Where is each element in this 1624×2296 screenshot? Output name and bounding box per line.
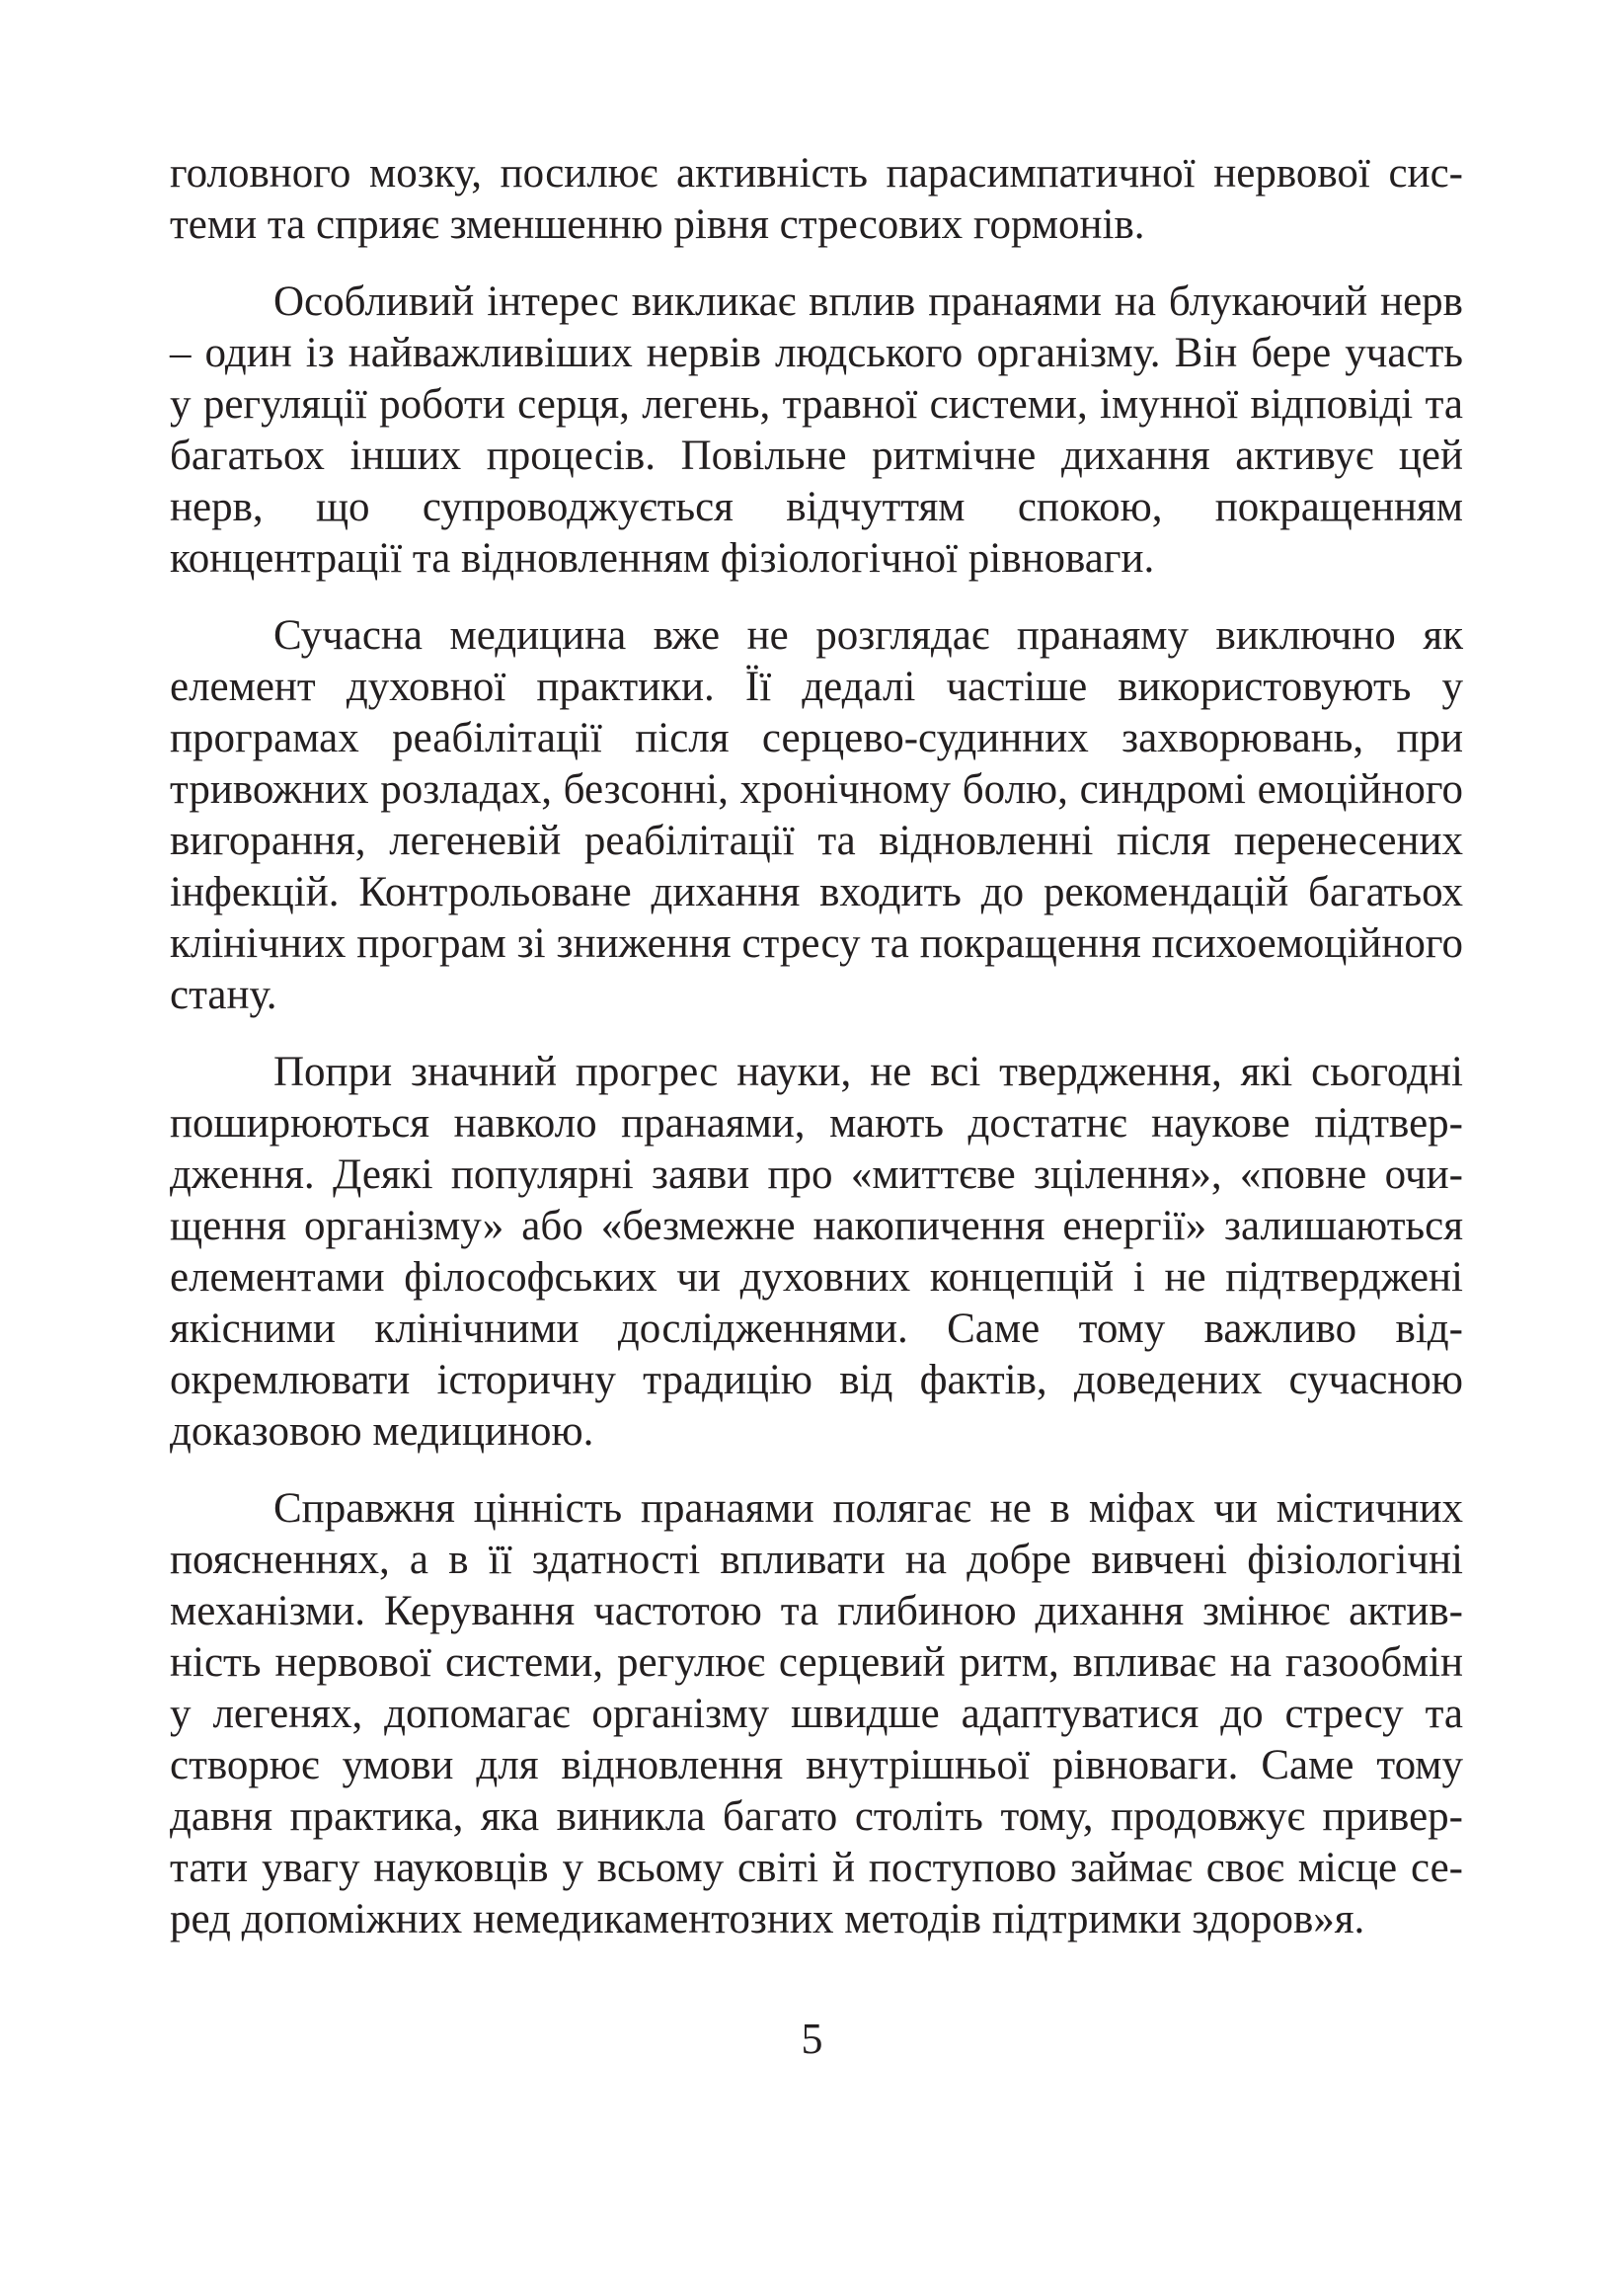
page-body (170, 148, 1463, 1971)
paragraph-modern-medicine: Сучасна медицина вже не розглядає пранаяму виключно як елемент духовної практики. Її дедалі частіше використовують у програмах реабілітації після серцево-судинних захворювань, при тривожних розладах, безсонні, хронічному болю, синдромі емоційного вигорання, легеневій реабілітації та відновленні після перенесених інфекцій. Контрольоване дихання входить до рекомендацій багатьох клінічних програм зі зниження стресу та покращення психоемоційного стану. (170, 612, 1463, 1018)
paragraph-vagus-nerve: Особливий інтерес викликає вплив пранаями на блукаючий нерв – один із найважливіших нервів людського організму. Він бере участь у регуляції роботи серця, легень, травної системи, імунної відповіді та багатьох інших процесів. Повільне ритмічне дихання активує цей нерв, що супроводжується відчуттям спокою, покращенням концентрації та відновленням фізіологічної рівноваги. (170, 278, 1463, 582)
paragraph-continued: головного мозку, посилює активність парасимпатичної нервової системи та сприяє зменшенню рівня стресових гормонів. (170, 150, 1463, 248)
page-number: 5 (801, 2015, 823, 2063)
paragraph-true-value: Справжня цінність пранаями полягає не в міфах чи містичних поясненнях, а в її здатності впливати на добре вивчені фізіологічні механізми. Керування частотою та глибиною дихання змінює активність нервової системи, регулює серцевий ритм, впливає на газообмін у легенях, допомагає організму швидше адаптуватися до стресу та створює умови для відновлення внутрішньої рівноваги. Саме тому давня практика, яка виникла багато століть тому, продовжує привертати увагу науковців у всьому світі й поступово займає своє місце серед допоміжних немедикаментозних методів підтримки здоров»я. (170, 1485, 1463, 1942)
paragraph-scientific-claims: Попри значний прогрес науки, не всі твердження, які сьогодні поширюються навколо пранаями, мають достатнє наукове підтвердження. Деякі популярні заяви про «миттєве зцілення», «повне очищення організму» або «безмежне накопичення енергії» залишаються елементами філософських чи духовних концепцій і не підтверджені якісними клінічними дослідженнями. Саме тому важливо відокремлювати історичну традицію від фактів, доведених сучасною доказовою медициною. (170, 1049, 1463, 1455)
